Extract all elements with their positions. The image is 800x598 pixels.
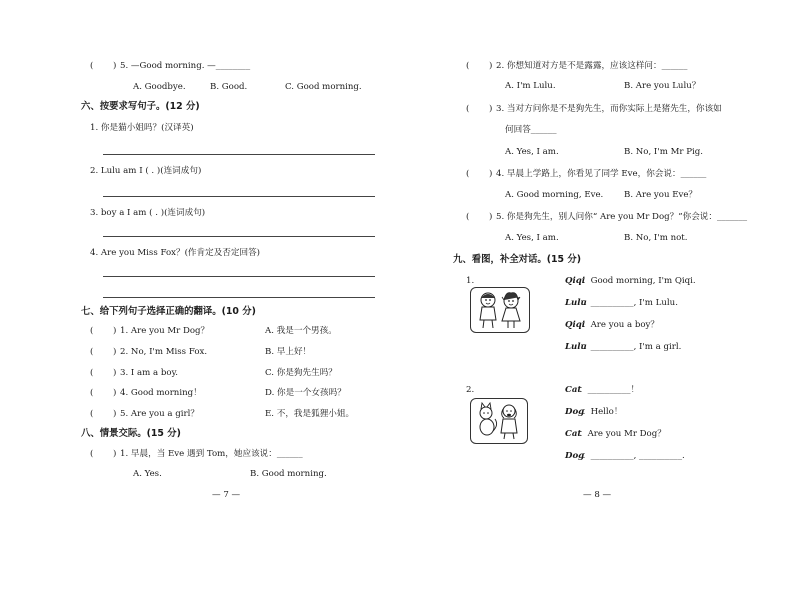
paren-close: ) bbox=[489, 169, 493, 179]
section-6-title: 六、按要求写句子。(12 分) bbox=[81, 101, 200, 112]
section-9-title: 九、看图，补全对话。(15 分) bbox=[453, 254, 582, 265]
paren-open: ( bbox=[90, 409, 94, 419]
question-5-text: 5. 你是狗先生，别人问你“ Are you Mr Dog？”你会说：_______ bbox=[496, 212, 748, 222]
s7-answer: B. 早上好！ bbox=[265, 347, 312, 357]
question-2-text: 2. 你想知道对方是不是露露，应该这样问：______ bbox=[496, 61, 688, 71]
dialogue-line: ：__________, I'm Lulu. bbox=[582, 298, 678, 308]
speaker-name: Qiqi bbox=[565, 320, 586, 330]
option-c: C. Good morning. bbox=[285, 82, 362, 92]
paren-open: ( bbox=[466, 104, 470, 114]
boy-and-girl-icon bbox=[471, 288, 529, 332]
speaker-name: Cat bbox=[565, 385, 582, 395]
option-a: A. Yes, I am. bbox=[505, 233, 559, 243]
paren-close: ) bbox=[113, 347, 117, 357]
paren-open: ( bbox=[466, 61, 470, 71]
section-8-title: 八、情景交际。(15 分) bbox=[81, 428, 181, 439]
s7-answer: E. 不，我是狐狸小姐。 bbox=[265, 409, 355, 419]
dialogue-line: ：__________！ bbox=[579, 385, 640, 395]
paren-open: ( bbox=[90, 347, 94, 357]
paren-close: ) bbox=[489, 61, 493, 71]
option-a: A. Goodbye. bbox=[133, 82, 186, 92]
answer-line[interactable] bbox=[103, 297, 375, 298]
s7-answer: A. 我是一个男孩。 bbox=[265, 326, 337, 336]
dialogue-line: ：Hello！ bbox=[582, 407, 623, 417]
dialogue-line: ：Are you Mr Dog？ bbox=[579, 429, 666, 439]
dialogue-line: ：Good morning, I'm Qiqi. bbox=[582, 276, 696, 286]
option-b: B. No, I'm not. bbox=[624, 233, 688, 243]
paren-open: ( bbox=[90, 61, 94, 71]
question-4-text: 4. 早晨上学路上，你看见了同学 Eve，你会说：______ bbox=[496, 169, 707, 179]
s7-question: 5. Are you a girl？ bbox=[120, 409, 199, 419]
option-a: A. Good morning, Eve. bbox=[505, 190, 604, 200]
paren-open: ( bbox=[90, 388, 94, 398]
dialogue-line: ：Are you a boy？ bbox=[582, 320, 659, 330]
paren-open: ( bbox=[90, 368, 94, 378]
section-7-title: 七、给下列句子选择正确的翻译。(10 分) bbox=[81, 306, 256, 317]
option-a: A. I'm Lulu. bbox=[505, 81, 556, 91]
dialogue-1-number: 1. bbox=[466, 276, 475, 286]
answer-line[interactable] bbox=[103, 276, 375, 277]
speaker-name: Cat bbox=[565, 429, 582, 439]
paren-close: ) bbox=[113, 409, 117, 419]
option-a: A. Yes, I am. bbox=[505, 147, 559, 157]
question-3-text-cont: 何回答______ bbox=[505, 125, 557, 135]
option-b: B. Are you Eve？ bbox=[624, 190, 698, 200]
paren-open: ( bbox=[90, 326, 94, 336]
speaker-name: Lulu bbox=[565, 342, 587, 352]
speaker-name: Lulu bbox=[565, 298, 587, 308]
s6-item-2: 2. Lulu am I ( . )(连词成句) bbox=[90, 166, 202, 176]
paren-close: ) bbox=[113, 326, 117, 336]
page-number: — 8 — bbox=[583, 490, 612, 500]
paren-close: ) bbox=[489, 212, 493, 222]
paren-open: ( bbox=[90, 449, 94, 459]
paren-open: ( bbox=[466, 169, 470, 179]
s6-item-1: 1. 你是猫小姐吗？(汉译英) bbox=[90, 123, 194, 133]
paren-close: ) bbox=[113, 388, 117, 398]
s8-question-1: 1. 早晨，当 Eve 遇到 Tom，她应该说：______ bbox=[120, 449, 303, 459]
answer-line[interactable] bbox=[103, 154, 375, 155]
page-number: — 7 — bbox=[212, 490, 241, 500]
dialogue-line: ：__________, __________. bbox=[582, 451, 685, 461]
s7-question: 3. I am a boy. bbox=[120, 368, 179, 378]
question-3-text: 3. 当对方问你是不是狗先生，而你实际上是猪先生，你该如 bbox=[496, 104, 722, 114]
answer-line[interactable] bbox=[103, 236, 375, 237]
paren-close: ) bbox=[113, 368, 117, 378]
option-b: B. Good morning. bbox=[250, 469, 327, 479]
option-b: B. No, I'm Mr Pig. bbox=[624, 147, 703, 157]
option-b: B. Good. bbox=[210, 82, 248, 92]
s7-question: 4. Good morning！ bbox=[120, 388, 202, 398]
s6-item-3: 3. boy a I am ( . )(连词成句) bbox=[90, 208, 206, 218]
speaker-name: Dog bbox=[565, 407, 585, 417]
s7-answer: C. 你是狗先生吗？ bbox=[265, 368, 337, 378]
dialogue-line: ：__________, I'm a girl. bbox=[582, 342, 682, 352]
s7-answer: D. 你是一个女孩吗？ bbox=[265, 388, 346, 398]
paren-close: ) bbox=[113, 449, 117, 459]
cat-and-dog-picture bbox=[470, 398, 528, 444]
speaker-name: Qiqi bbox=[565, 276, 586, 286]
cat-and-dog-icon bbox=[471, 399, 527, 443]
s7-question: 2. No, I'm Miss Fox. bbox=[120, 347, 208, 357]
s6-item-4: 4. Are you Miss Fox？(作肯定及否定回答) bbox=[90, 248, 261, 258]
paren-close: ) bbox=[113, 61, 117, 71]
speaker-name: Dog bbox=[565, 451, 585, 461]
option-b: B. Are you Lulu？ bbox=[624, 81, 701, 91]
paren-open: ( bbox=[466, 212, 470, 222]
dialogue-2-number: 2. bbox=[466, 385, 475, 395]
paren-close: ) bbox=[489, 104, 493, 114]
answer-line[interactable] bbox=[103, 196, 375, 197]
question-5-text: 5. —Good morning. —________ bbox=[120, 61, 251, 71]
s7-question: 1. Are you Mr Dog？ bbox=[120, 326, 210, 336]
children-picture bbox=[470, 287, 530, 333]
option-a: A. Yes. bbox=[133, 469, 162, 479]
